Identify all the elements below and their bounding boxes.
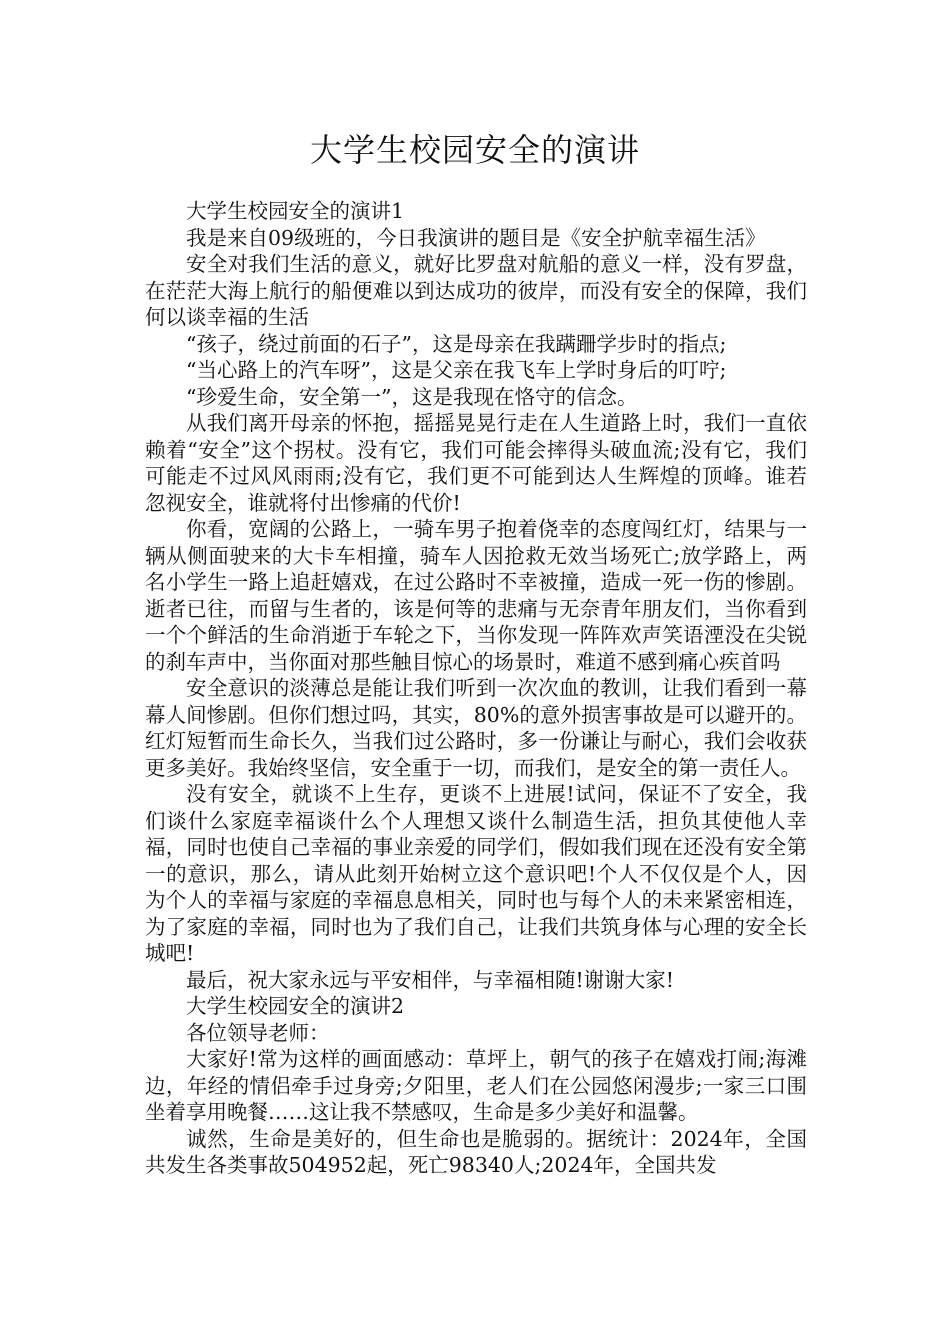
document-title: 大学生校园安全的演讲 — [309, 131, 640, 169]
speech-2-salutation: 各位领导老师： — [186, 1020, 330, 1045]
speech-1-paragraph: 你看，宽阔的公路上，一骑车男子抱着侥幸的态度闯红灯，结果与一辆从侧面驶来的大卡车相撞，骑车人因抢救无效当场死亡;放学路上，两名小学生一路上追赶嬉戏，在过公路时不幸被撞，造成一死一伤的惨剧。逝者已往，而留与生者的，该是何等的悲痛与无奈青年朋友们，当你看到一个个鲜活的生命消逝于车轮之下，当你发现一阵阵欢声笑语湮没在尖锐的刹车声中，当你面对那些触目惊心的场景时，难道不感到痛心疾首吗 — [145, 517, 807, 674]
speech-1-quote-self: “珍爱生命，安全第一”，这是我现在恪守的信念。 — [186, 384, 638, 409]
speech-2-heading: 大学生校园安全的演讲2 — [186, 994, 405, 1018]
speech-2-paragraph: 大家好!常为这样的画面感动：草坪上，朝气的孩子在嬉戏打闹;海滩边，年经的情侣牵手过身旁;夕阳里，老人们在公园悠闲漫步;一家三口围坐着享用晚餐……这让我不禁感叹，生命是多少美好和温馨。 — [145, 1047, 807, 1124]
speech-1-paragraph: 安全意识的淡薄总是能让我们听到一次次血的教训，让我们看到一幕幕人间惨剧。但你们想过吗，其实，80%的意外损害事故是可以避开的。红灯短暂而生命长久，当我们过公路时，多一份谦让与耐心，我们会收获更多美好。我始终坚信，安全重于一切，而我们，是安全的第一责任人。 — [145, 676, 807, 780]
document-body — [145, 198, 807, 1179]
speech-1-paragraph: 从我们离开母亲的怀抱，摇摇晃晃行走在人生道路上时，我们一直依赖着“安全”这个拐杖。没有它，我们可能会摔得头破血流;没有它，我们可能走不过风风雨雨;没有它，我们更不可能到达人生辉煌的顶峰。谁若忽视安全，谁就将付出惨痛的代价! — [145, 411, 807, 515]
speech-1-intro: 我是来自09级班的，今日我演讲的题目是《安全护航幸福生活》 — [186, 225, 766, 250]
speech-1-paragraph: 安全对我们生活的意义，就好比罗盘对航船的意义一样，没有罗盘，在茫茫大海上航行的船便难以到达成功的彼岸，而没有安全的保障，我们何以谈幸福的生活 — [145, 252, 807, 329]
speech-1-paragraph: 没有安全，就谈不上生存，更谈不上进展!试问，保证不了安全，我们谈什么家庭幸福谈什么个人理想又谈什么制造生活，担负其使他人幸福，同时也使自己幸福的事业亲爱的同学们，假如我们现在还没有安全第一的意识，那么，请从此刻开始树立这个意识吧!个人不仅仅是个人，因为个人的幸福与家庭的幸福息息相关，同时也与每个人的未来紧密相连，为了家庭的幸福，同时也为了我们自己，让我们共筑身体与心理的安全长城吧! — [145, 782, 807, 965]
speech-1-quote-mother: “孩子，绕过前面的石子”，这是母亲在我蹒跚学步时的指点; — [186, 331, 727, 356]
speech-1-closing: 最后，祝大家永远与平安相伴，与幸福相随!谢谢大家! — [186, 967, 674, 992]
speech-1-heading: 大学生校园安全的演讲1 — [186, 199, 405, 223]
speech-1-quote-father: “当心路上的汽车呀”，这是父亲在我飞车上学时身后的叮咛; — [186, 358, 727, 382]
speech-2-paragraph: 诚然，生命是美好的，但生命也是脆弱的。据统计：2024年，全国共发生各类事故504952起，死亡98340人;2024年，全国共发 — [145, 1126, 807, 1177]
